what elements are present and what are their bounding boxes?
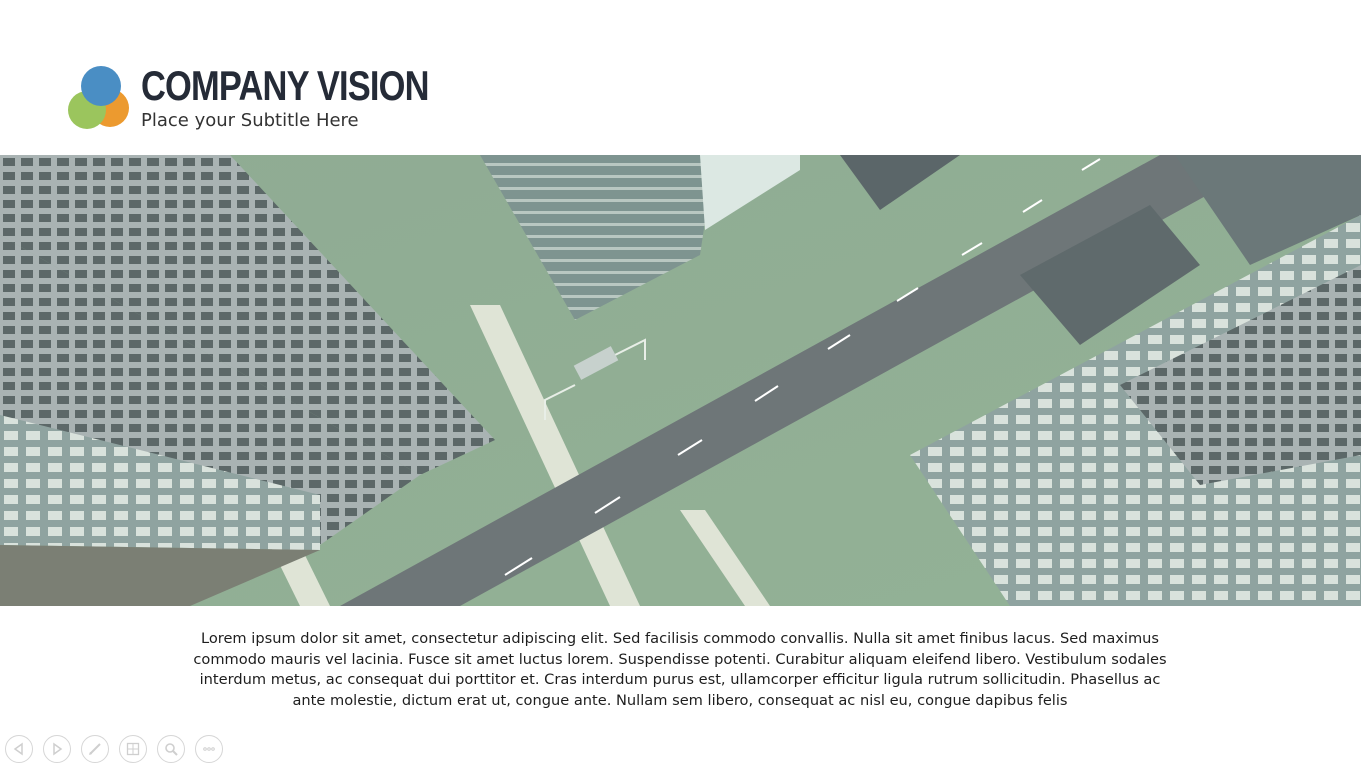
- next-icon[interactable]: [43, 735, 71, 763]
- page-subtitle: Place your Subtitle Here: [141, 110, 359, 131]
- zoom-icon[interactable]: [157, 735, 185, 763]
- hero-image: [0, 155, 1361, 606]
- slides-icon[interactable]: [119, 735, 147, 763]
- slide-controls: [5, 735, 223, 765]
- previous-icon[interactable]: [5, 735, 33, 763]
- city-aerial-image: [0, 155, 1361, 606]
- page-title: COMPANY VISION: [141, 62, 429, 109]
- more-icon[interactable]: [195, 735, 223, 763]
- logo-icon: [66, 64, 132, 132]
- body-paragraph: Lorem ipsum dolor sit amet, consectetur adipiscing elit. Sed facilisis commodo convallis. Nulla sit amet finibus lacus. Sed maximus commodo mauris vel lacinia. Fusce sit amet luctus lorem. Suspendisse potenti. Curabitur aliquam eleifend libero. Vestibulum sodales interdum metus, ac consequat dui porttitor et. Cras interdum purus est, ullamcorper efficitur ligula rutrum sollicitudin. Phasellus ac ante molestie, dictum erat ut, congue ante. Nullam sem libero, consequat ac nisl eu, congue dapibus felis: [193, 630, 1167, 709]
- pen-icon[interactable]: [81, 735, 109, 763]
